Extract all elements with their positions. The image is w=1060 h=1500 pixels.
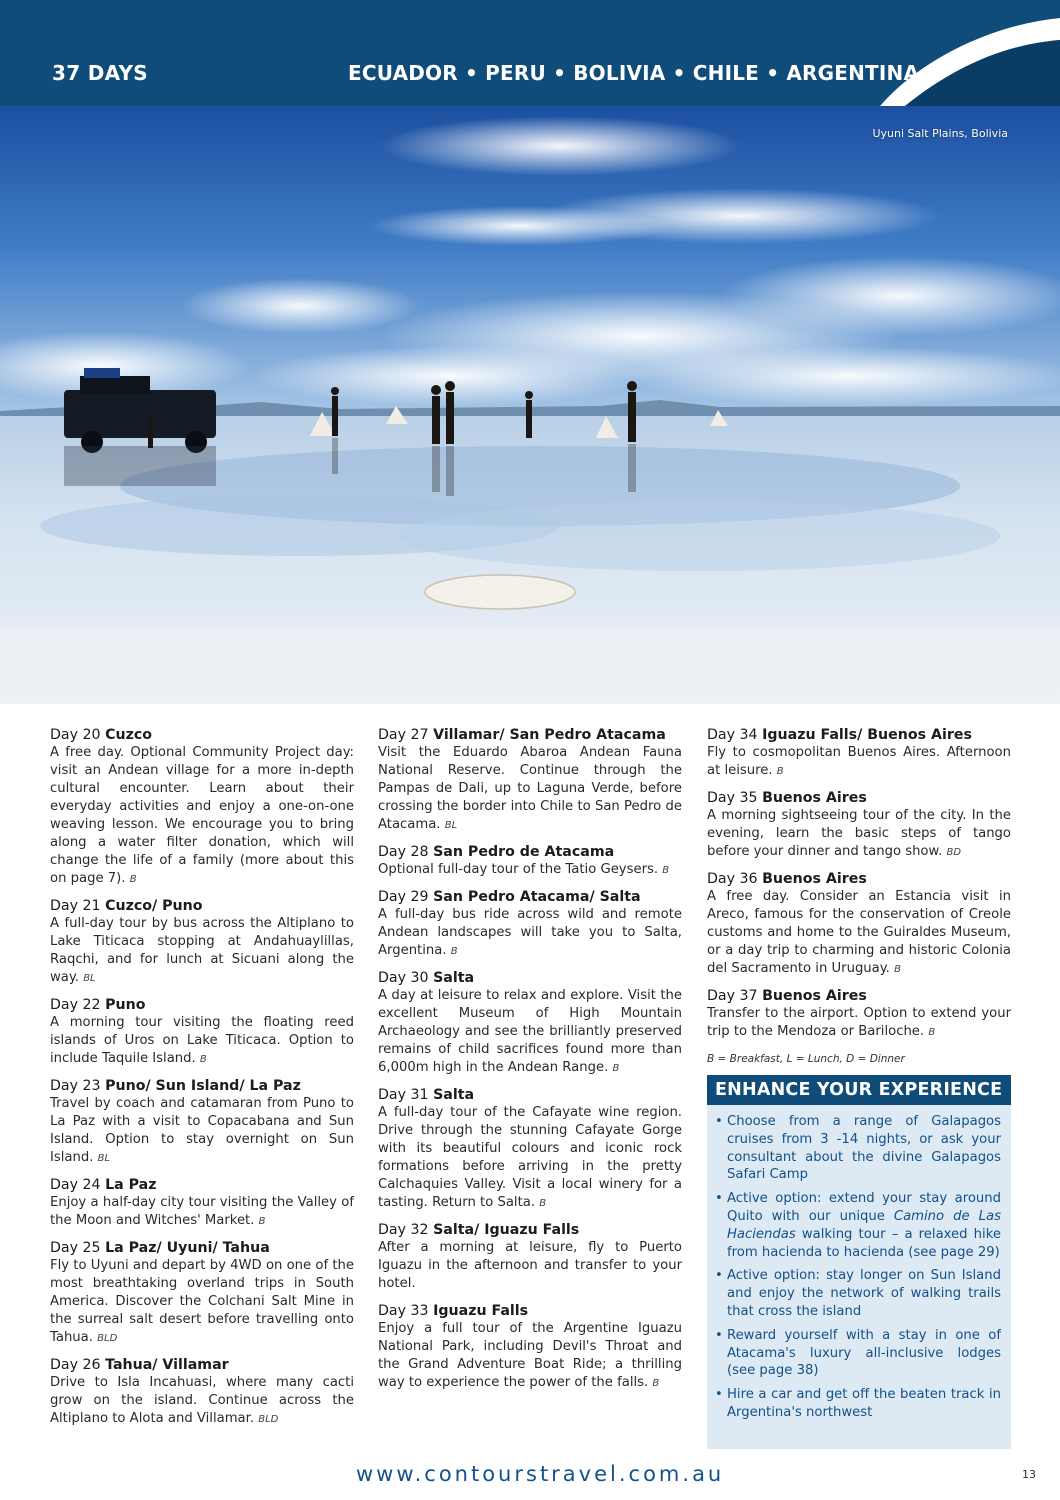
day-entry bbox=[707, 726, 1011, 781]
day-description: After a morning at leisure, fly to Puerto Iguazu in the afternoon and transfer to your hotel. bbox=[378, 1240, 682, 1291]
header-swoosh-graphic bbox=[0, 0, 1060, 106]
day-entry bbox=[50, 897, 354, 988]
day-entry bbox=[378, 1086, 682, 1213]
day-heading: Day 36 Buenos Aires bbox=[707, 871, 867, 887]
day-description: Travel by coach and catamaran from Puno to La Paz with a visit to Copacabana and Sun Island. Option to stay overnight on Sun Island. BL bbox=[50, 1096, 354, 1165]
meal-code: B bbox=[129, 874, 137, 885]
day-entry bbox=[378, 888, 682, 961]
meal-code: BL bbox=[97, 1153, 111, 1164]
itinerary-column-3 bbox=[707, 726, 1011, 1068]
enhance-list bbox=[707, 1105, 1011, 1422]
meal-code: B bbox=[199, 1054, 207, 1065]
meal-code: B bbox=[928, 1027, 936, 1038]
day-heading: Day 32 Salta/ Iguazu Falls bbox=[378, 1222, 580, 1238]
itinerary-column-1 bbox=[50, 726, 354, 1437]
photo-caption: Uyuni Salt Plains, Bolivia bbox=[872, 127, 1008, 140]
day-description: Enjoy a half-day city tour visiting the Valley of the Moon and Witches' Market. B bbox=[50, 1195, 354, 1228]
day-heading: Day 37 Buenos Aires bbox=[707, 988, 867, 1004]
day-description: Fly to cosmopolitan Buenos Aires. Afternoon at leisure. B bbox=[707, 745, 1011, 778]
day-description: A full-day tour of the Cafayate wine region. Drive through the stunning Cafayate Gorge with its beautiful colours and iconic rock formations before arriving in the pretty Calchaquies Valley. Visit a local winery for a tasting. Return to Salta. B bbox=[378, 1105, 682, 1210]
day-heading: Day 20 Cuzco bbox=[50, 727, 153, 743]
enhance-item: • Active option: stay longer on Sun Island and enjoy the network of walking trails that cross the island bbox=[715, 1267, 1001, 1320]
meal-code: BD bbox=[946, 847, 962, 858]
day-heading: Day 22 Puno bbox=[50, 997, 146, 1013]
day-entry bbox=[378, 969, 682, 1078]
meal-code: BL bbox=[83, 973, 96, 984]
day-entry bbox=[707, 987, 1011, 1042]
meal-code: BLD bbox=[97, 1333, 118, 1344]
day-heading: Day 29 San Pedro Atacama/ Salta bbox=[378, 889, 641, 905]
enhance-item: • Choose from a range of Galapagos cruises from 3 -14 nights, or ask your consultant about the divine Galapagos Safari Camp bbox=[715, 1113, 1001, 1184]
day-heading: Day 25 La Paz/ Uyuni/ Tahua bbox=[50, 1240, 270, 1256]
day-entry bbox=[50, 726, 354, 889]
day-entry bbox=[378, 726, 682, 835]
day-heading: Day 31 Salta bbox=[378, 1087, 475, 1103]
day-heading: Day 26 Tahua/ Villamar bbox=[50, 1357, 229, 1373]
itinerary-column-2 bbox=[378, 726, 682, 1401]
day-description: A full-day tour by bus across the Altiplano to Lake Titicaca stopping at Andahuaylillas, Raqchi, and for lunch at Sicuani along the way. BL bbox=[50, 916, 354, 985]
enhance-item: • Hire a car and get off the beaten track in Argentina's northwest bbox=[715, 1386, 1001, 1422]
day-heading: Day 28 San Pedro de Atacama bbox=[378, 844, 615, 860]
enhance-title: ENHANCE YOUR EXPERIENCE bbox=[707, 1075, 1011, 1105]
day-entry bbox=[50, 1239, 354, 1348]
trip-duration: 37 DAYS bbox=[52, 61, 148, 85]
day-entry bbox=[707, 789, 1011, 862]
day-entry bbox=[378, 1221, 682, 1294]
meal-code: B bbox=[258, 1216, 266, 1227]
meal-code: BL bbox=[444, 820, 458, 831]
day-entry bbox=[378, 1302, 682, 1393]
day-description: A full-day bus ride across wild and remote Andean landscapes will take you to Salta, Argentina. B bbox=[378, 907, 682, 958]
day-description: Enjoy a full tour of the Argentine Iguazu National Park, including Devil's Throat and the Grand Adventure Boat Ride; a thrilling way to experience the power of the falls. B bbox=[378, 1321, 682, 1390]
salt-flat-illustration bbox=[0, 106, 1060, 704]
page-header bbox=[0, 0, 1060, 106]
meal-code: B bbox=[894, 964, 901, 975]
day-description: A free day. Consider an Estancia visit in Areco, famous for the conservation of Creole customs and home to the Guiraldes Museum, or a day trip to charming and historic Colonia del Sacramento in Uruguay. B bbox=[707, 889, 1011, 976]
page-number: 13 bbox=[1022, 1468, 1036, 1481]
enhance-item: • Reward yourself with a stay in one of Atacama's luxury all-inclusive lodges (see page 38) bbox=[715, 1327, 1001, 1380]
day-entry bbox=[50, 1356, 354, 1429]
day-heading: Day 30 Salta bbox=[378, 970, 475, 986]
day-description: A free day. Optional Community Project day: visit an Andean village for a more in-depth cultural encounter. Learn about their everyday activities and enjoy a one-on-one weaving lesson. We encourage you to bring along a water filter donation, which will change the life of a family (more about this on page 7). B bbox=[50, 745, 354, 886]
day-entry bbox=[50, 996, 354, 1069]
day-entry bbox=[378, 843, 682, 880]
enhance-experience-box bbox=[707, 1075, 1011, 1449]
meal-code: B bbox=[776, 766, 784, 777]
day-heading: Day 27 Villamar/ San Pedro Atacama bbox=[378, 727, 666, 743]
day-description: A morning sightseeing tour of the city. In the evening, learn the basic steps of tango before your dinner and tango show. BD bbox=[707, 808, 1011, 859]
hero-photo bbox=[0, 106, 1060, 704]
day-entry bbox=[50, 1077, 354, 1168]
day-description: Fly to Uyuni and depart by 4WD on one of the most breathtaking overland trips in South America. Discover the Colchani Salt Mine in the surreal salt desert before travelling onto Tahua. BLD bbox=[50, 1258, 354, 1345]
meal-code: B bbox=[612, 1063, 620, 1074]
enhance-item: • Active option: extend your stay around Quito with our unique Camino de Las Haciendas walking tour – a relaxed hike from hacienda to hacienda (see page 29) bbox=[715, 1190, 1001, 1261]
day-entry bbox=[50, 1176, 354, 1231]
day-description: Optional full-day tour of the Tatio Geysers. B bbox=[378, 862, 670, 877]
trip-countries: ECUADOR • PERU • BOLIVIA • CHILE • ARGENTINA bbox=[348, 61, 920, 85]
day-entry bbox=[707, 870, 1011, 979]
day-description: A day at leisure to relax and explore. Visit the excellent Museum of High Mountain Archaeology and see the brilliantly preserved remains of child sacrifices found more than 6,000m high in the Andean Range. B bbox=[378, 988, 682, 1075]
day-description: Visit the Eduardo Abaroa Andean Fauna National Reserve. Continue through the Pampas de Dali, up to Laguna Verde, before crossing the border into Chile to San Pedro de Atacama. BL bbox=[378, 745, 682, 832]
day-heading: Day 33 Iguazu Falls bbox=[378, 1303, 529, 1319]
meal-code: B bbox=[662, 865, 670, 876]
day-description: A morning tour visiting the floating reed islands of Uros on Lake Titicaca. Option to include Taquile Island. B bbox=[50, 1015, 354, 1066]
meal-code: B bbox=[450, 946, 458, 957]
day-heading: Day 34 Iguazu Falls/ Buenos Aires bbox=[707, 727, 972, 743]
day-heading: Day 35 Buenos Aires bbox=[707, 790, 867, 806]
day-heading: Day 21 Cuzco/ Puno bbox=[50, 898, 203, 914]
meal-code: BLD bbox=[258, 1414, 279, 1425]
website-link[interactable]: www.contourstravel.com.au bbox=[356, 1462, 725, 1486]
day-heading: Day 24 La Paz bbox=[50, 1177, 157, 1193]
meal-legend: B = Breakfast, L = Lunch, D = Dinner bbox=[707, 1053, 905, 1065]
meal-code: B bbox=[539, 1198, 547, 1209]
day-description: Transfer to the airport. Option to extend your trip to the Mendoza or Bariloche. B bbox=[707, 1006, 1011, 1039]
day-description: Drive to Isla Incahuasi, where many cacti grow on the island. Continue across the Altiplano to Alota and Villamar. BLD bbox=[50, 1375, 354, 1426]
meal-code: B bbox=[652, 1378, 660, 1389]
day-heading: Day 23 Puno/ Sun Island/ La Paz bbox=[50, 1078, 301, 1094]
